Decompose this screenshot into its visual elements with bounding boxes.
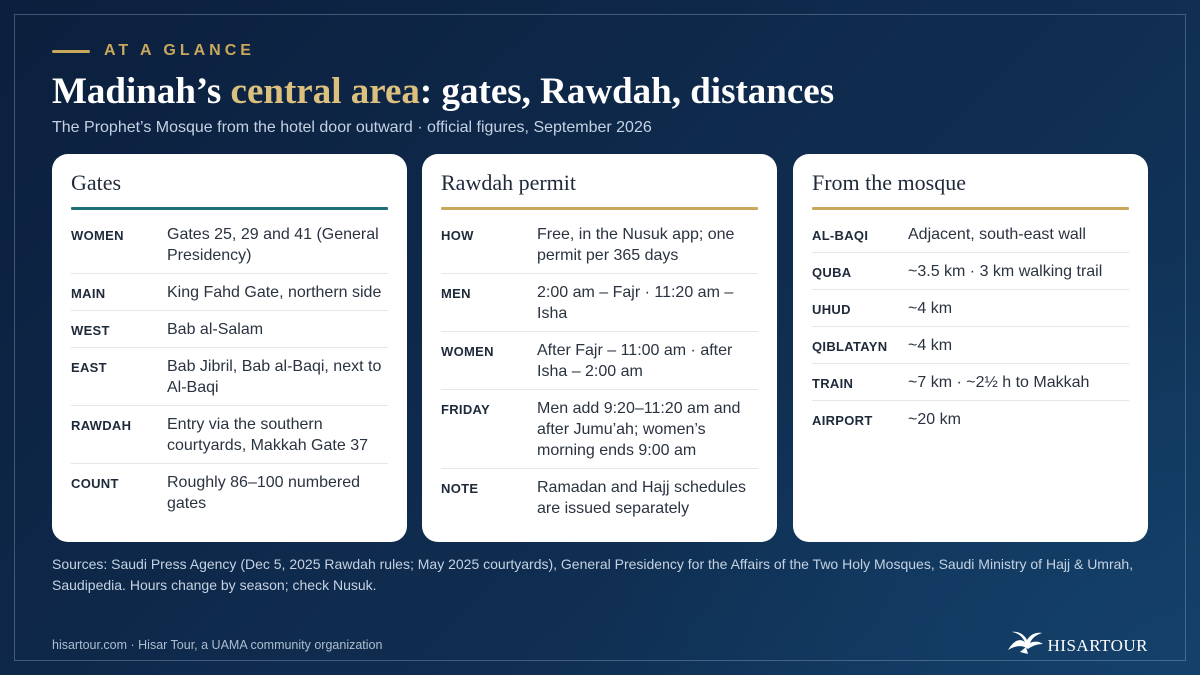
table-row xyxy=(812,409,1129,437)
row-key: NOTE xyxy=(441,481,479,496)
table-row xyxy=(441,398,758,469)
table-row xyxy=(71,414,388,464)
card-title: Gates xyxy=(71,170,122,195)
card-title: Rawdah permit xyxy=(441,170,577,195)
row-value: King Fahd Gate, northern side xyxy=(167,284,382,301)
row-key: QUBA xyxy=(812,265,852,280)
card-from-the-mosque xyxy=(793,154,1148,542)
title-part1: Madinah’s xyxy=(52,71,231,112)
table-row xyxy=(71,224,388,274)
card-rawdah-permit xyxy=(422,154,777,542)
row-key: WOMEN xyxy=(441,344,494,359)
brand-logo[interactable] xyxy=(1006,630,1148,661)
table-row xyxy=(71,282,388,311)
row-key: QIBLATAYN xyxy=(812,339,888,354)
row-value: ~4 km xyxy=(908,337,953,354)
row-key: UHUD xyxy=(812,302,851,317)
table-row xyxy=(71,356,388,406)
row-value: ~3.5 km · 3 km walking trail xyxy=(908,263,1103,280)
sources-note: Sources: Saudi Press Agency (Dec 5, 2025 Rawdah rules; May 2025 courtyards), General Presidency for the Affairs of the Two Holy Mosques, Saudi Ministry of Hajj & Umrah, Saudipedia. Hours change by season; check Nusuk. xyxy=(52,556,1134,593)
table-row xyxy=(812,372,1129,401)
card-rule xyxy=(812,207,1129,210)
footer-credit: hisartour.com · Hisar Tour, a UAMA community organization xyxy=(52,638,383,652)
eyebrow-label: AT A GLANCE xyxy=(104,42,255,59)
card-title: From the mosque xyxy=(812,170,966,195)
row-key: AIRPORT xyxy=(812,413,873,428)
row-value: Gates 25, 29 and 41 (General Presidency) xyxy=(167,226,379,264)
row-value: Adjacent, south-east wall xyxy=(908,226,1086,243)
card-rule xyxy=(441,207,758,210)
table-row xyxy=(441,477,758,526)
row-value: Roughly 86–100 numbered gates xyxy=(167,474,361,512)
row-value: After Fajr – 11:00 am · after Isha – 2:00 am xyxy=(537,342,733,380)
table-row xyxy=(812,298,1129,327)
table-row xyxy=(812,335,1129,364)
table-row xyxy=(441,224,758,274)
row-value: ~20 km xyxy=(908,411,961,428)
logo-wordmark: HISARTOUR xyxy=(1047,635,1148,655)
title-part2: : gates, Rawdah, distances xyxy=(419,71,835,112)
row-key: WEST xyxy=(71,323,110,338)
eyebrow-rule xyxy=(52,50,90,53)
row-value: Entry via the southern courtyards, Makkah Gate 37 xyxy=(167,416,368,454)
row-key: EAST xyxy=(71,360,107,375)
row-value: Bab Jibril, Bab al-Baqi, next to Al-Baqi xyxy=(167,358,382,396)
table-row xyxy=(812,261,1129,290)
eyebrow xyxy=(52,42,255,60)
row-value: Ramadan and Hajj schedules are issued separately xyxy=(537,479,747,517)
row-key: WOMEN xyxy=(71,228,124,243)
row-key: MEN xyxy=(441,286,471,301)
row-value: 2:00 am – Fajr · 11:20 am – Isha xyxy=(537,284,734,322)
page-title xyxy=(52,70,834,113)
card-rule xyxy=(71,207,388,210)
row-value: Free, in the Nusuk app; one permit per 365 days xyxy=(537,226,735,264)
row-value: ~4 km xyxy=(908,300,953,317)
title-accent: central area xyxy=(230,71,420,112)
row-key: HOW xyxy=(441,228,474,243)
row-key: RAWDAH xyxy=(71,418,132,433)
row-key: COUNT xyxy=(71,476,119,491)
row-value: ~7 km · ~2½ h to Makkah xyxy=(908,374,1090,391)
card-gates xyxy=(52,154,407,542)
row-value: Men add 9:20–11:20 am and after Jumu’ah; women’s morning ends 9:00 am xyxy=(537,400,741,459)
row-value: Bab al-Salam xyxy=(167,321,264,338)
row-key: AL-BAQI xyxy=(812,228,869,243)
table-row xyxy=(71,472,388,521)
table-row xyxy=(441,340,758,390)
row-key: FRIDAY xyxy=(441,402,490,417)
bird-wings-icon xyxy=(1006,630,1044,661)
table-row xyxy=(812,224,1129,253)
row-key: MAIN xyxy=(71,286,106,301)
row-key: TRAIN xyxy=(812,376,854,391)
table-row xyxy=(71,319,388,348)
table-row xyxy=(441,282,758,332)
page-subtitle: The Prophet’s Mosque from the hotel door outward · official figures, September 2026 xyxy=(52,119,652,136)
